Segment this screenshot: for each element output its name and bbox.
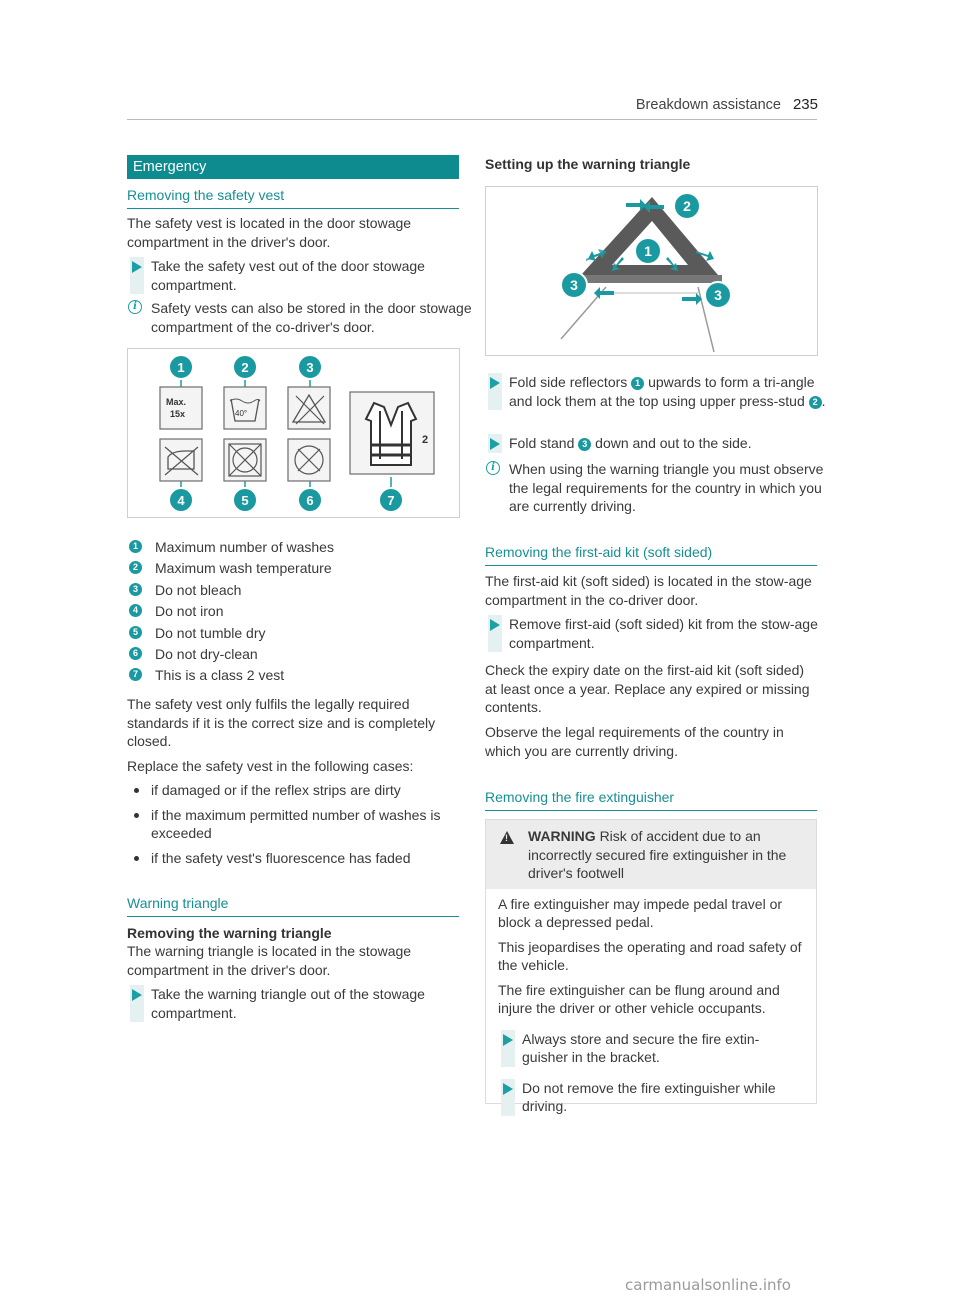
replace-list bbox=[127, 781, 459, 867]
warning-box bbox=[485, 819, 817, 1114]
legend-item: 7 This is a class 2 vest bbox=[127, 665, 459, 686]
vest-care-figure bbox=[127, 348, 460, 518]
triangle-callout-2: 2 bbox=[683, 198, 691, 214]
warning-step: Always store and secure the fire extin-guisher in the bracket. bbox=[498, 1030, 804, 1067]
step-arrow-icon bbox=[488, 615, 502, 652]
figure-legend bbox=[127, 537, 459, 687]
legend-item: 2 Maximum wash temperature bbox=[127, 558, 459, 579]
running-header bbox=[622, 96, 818, 115]
list-item: if damaged or if the reflex strips are dirty bbox=[127, 781, 459, 800]
triangle-heading: Warning triangle bbox=[127, 894, 459, 917]
legend-item: 3 Do not bleach bbox=[127, 580, 459, 601]
figure-callout-7: 7 bbox=[387, 493, 395, 508]
class-label: 2 bbox=[422, 434, 429, 446]
watermark: carmanualsonline.info bbox=[625, 1276, 791, 1294]
firstaid-step bbox=[485, 615, 841, 652]
legend-item: 4 Do not iron bbox=[127, 601, 459, 622]
figure-callout-1: 1 bbox=[177, 360, 185, 375]
list-item: if the safety vest's fluorescence has faded bbox=[127, 849, 459, 868]
vest-step bbox=[127, 257, 481, 294]
triangle-step bbox=[127, 985, 481, 1022]
temp-label: 40° bbox=[235, 409, 248, 418]
vest-para-replace: Replace the safety vest in the following cases: bbox=[127, 758, 414, 774]
section-title: Breakdown assistance bbox=[635, 97, 781, 113]
warning-title: Risk of accident due to an incorrectly secured fire extinguisher in the driver's footwell bbox=[528, 828, 787, 881]
max-label: Max. bbox=[166, 397, 187, 407]
vest-note bbox=[127, 299, 481, 336]
setup-step-2: Fold stand 3 down and out to the side. bbox=[485, 434, 841, 453]
times-label: 15x bbox=[170, 409, 186, 419]
header-rule bbox=[127, 119, 817, 120]
legend-item: 6 Do not dry-clean bbox=[127, 644, 459, 665]
figure-callout-4: 4 bbox=[177, 493, 185, 508]
setup-note bbox=[485, 460, 841, 516]
warning-triangle-icon bbox=[500, 831, 514, 844]
triangle-callout-3-left: 3 bbox=[570, 277, 578, 293]
warning-step: Do not remove the fire extinguisher while driving. bbox=[498, 1079, 804, 1116]
firstaid-step-text: Remove first-aid (soft sided) kit from the stow-age compartment. bbox=[509, 616, 818, 651]
setup-step-1: Fold side reflectors 1 upwards to form a tri-angle and lock them at the top using upper press-stud 2 . bbox=[485, 373, 841, 410]
warning-triangle-illustration bbox=[486, 187, 817, 355]
legend-item: 5 Do not tumble dry bbox=[127, 623, 459, 644]
warning-label: WARNING bbox=[528, 828, 596, 844]
vest-intro: The safety vest is located in the door stowage compartment in the driver's door. bbox=[127, 215, 412, 250]
figure-callout-3: 3 bbox=[306, 360, 314, 375]
chapter-banner: Emergency bbox=[127, 155, 459, 179]
page-number: 235 bbox=[792, 96, 818, 113]
firstaid-para-legal: Observe the legal requirements of the country in which you are currently driving. bbox=[485, 724, 784, 759]
setup-note-text: When using the warning triangle you must observe the legal requirements for the country in which you are currently driving. bbox=[509, 461, 824, 514]
triangle-subheading: Removing the warning triangle bbox=[127, 925, 332, 941]
triangle-step-text: Take the warning triangle out of the stowage compartment. bbox=[151, 986, 425, 1021]
step-arrow-icon bbox=[488, 373, 502, 410]
step-arrow-icon bbox=[501, 1030, 515, 1067]
triangle-intro: The warning triangle is located in the stowage compartment in the driver's door. bbox=[127, 943, 412, 978]
vest-note-text: Safety vests can also be stored in the door stowage compartment of the co-driver's door. bbox=[151, 300, 472, 335]
firstaid-para-expiry: Check the expiry date on the first-aid kit (soft sided) at least once a year. Replace any expired or missing contents. bbox=[485, 662, 810, 715]
vest-step-text: Take the safety vest out of the door stowage compartment. bbox=[151, 258, 425, 293]
warning-body bbox=[486, 889, 816, 1124]
warning-header bbox=[486, 820, 816, 889]
info-icon: i bbox=[486, 461, 500, 475]
triangle-callout-3-right: 3 bbox=[714, 287, 722, 303]
step-arrow-icon bbox=[130, 257, 144, 294]
vest-heading: Removing the safety vest bbox=[127, 186, 459, 209]
firstaid-heading: Removing the first-aid kit (soft sided) bbox=[485, 543, 817, 566]
info-icon: i bbox=[128, 300, 142, 314]
legend-item: 1 Maximum number of washes bbox=[127, 537, 459, 558]
triangle-callout-1: 1 bbox=[644, 243, 652, 259]
vest-para-standards: The safety vest only fulfils the legally required standards if it is the correct size and is completely closed. bbox=[127, 696, 436, 749]
warning-para: This jeopardises the operating and road safety of the vehicle. bbox=[498, 938, 802, 973]
care-symbols-illustration bbox=[128, 349, 459, 517]
extinguisher-heading: Removing the fire extinguisher bbox=[485, 788, 817, 811]
figure-callout-5: 5 bbox=[241, 493, 249, 508]
step-arrow-icon bbox=[501, 1079, 515, 1116]
figure-callout-2: 2 bbox=[241, 360, 249, 375]
setup-heading: Setting up the warning triangle bbox=[485, 156, 691, 172]
warning-triangle-figure bbox=[485, 186, 818, 356]
figure-callout-6: 6 bbox=[306, 493, 314, 508]
firstaid-intro: The first-aid kit (soft sided) is located in the stow-age compartment in the co-driver door. bbox=[485, 573, 812, 608]
step-arrow-icon bbox=[488, 434, 502, 453]
list-item: if the maximum permitted number of washes is exceeded bbox=[127, 806, 459, 843]
step-arrow-icon bbox=[130, 985, 144, 1022]
warning-para: A fire extinguisher may impede pedal travel or block a depressed pedal. bbox=[498, 895, 783, 930]
warning-para: The fire extinguisher can be flung around and injure the driver or other vehicle occupants. bbox=[498, 981, 780, 1016]
